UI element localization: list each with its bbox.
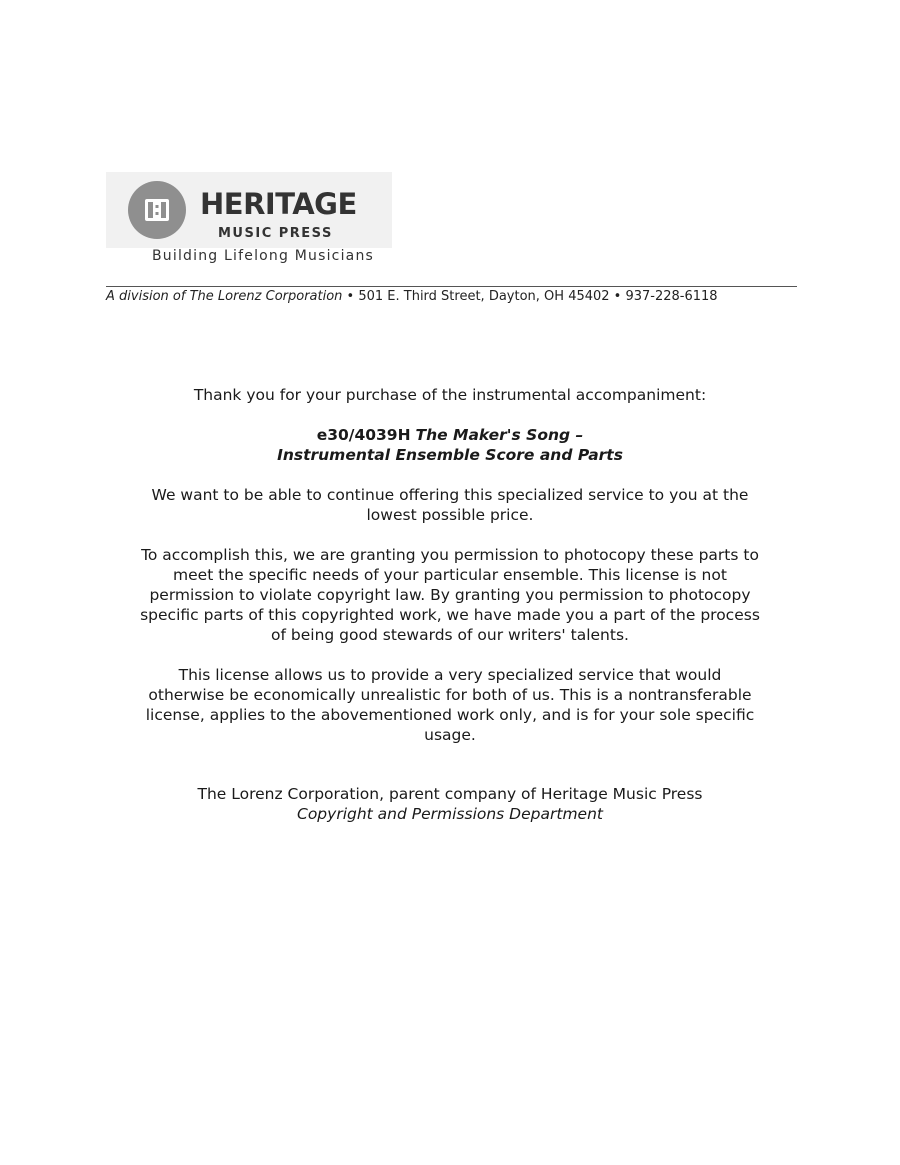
letter-body [140,385,760,824]
paragraph-license: This license allows us to provide a very specialized service that would otherwise be economically unrealistic for both of us. This is a nontransferable license, applies to the abovementioned work only, and is for your sole specific usage. [145,666,755,744]
signoff-company: The Lorenz Corporation, parent company of Heritage Music Press [197,785,703,803]
division-name: A division of The Lorenz Corporation [106,289,343,304]
separator: • [609,289,626,304]
logo-subtitle: MUSIC PRESS [218,226,333,241]
paragraph-permission: To accomplish this, we are granting you permission to photocopy these parts to meet the specific needs of your particular ensemble. This license is not permission to violate copyright law. By granting you permission to photocopy specific parts of this copyrighted work, we have made you a part of the process of being good stewards of our writers' talents. [140,546,760,644]
tagline: Building Lifelong Musicians [152,248,375,264]
logo-wordmark: HERITAGE [200,187,357,221]
heritage-logo-icon [128,181,186,239]
product-code: e30/4039H [316,426,411,444]
intro-text: Thank you for your purchase of the instrumental accompaniment: [193,386,707,404]
product-line [140,425,760,445]
header-divider [106,286,797,287]
phone-number: 937-228-6118 [625,289,718,304]
street-address: 501 E. Third Street, Dayton, OH 45402 [358,289,610,304]
publisher-logo [106,172,392,248]
division-address-line [106,289,718,304]
product-title: The Maker's Song – [415,426,584,444]
paragraph-pricing: We want to be able to continue offering this specialized service to you at the lowest possible price. [151,486,749,524]
signoff-department: Copyright and Permissions Department [297,805,603,823]
separator: • [342,289,359,304]
product-subtitle: Instrumental Ensemble Score and Parts [277,446,623,464]
